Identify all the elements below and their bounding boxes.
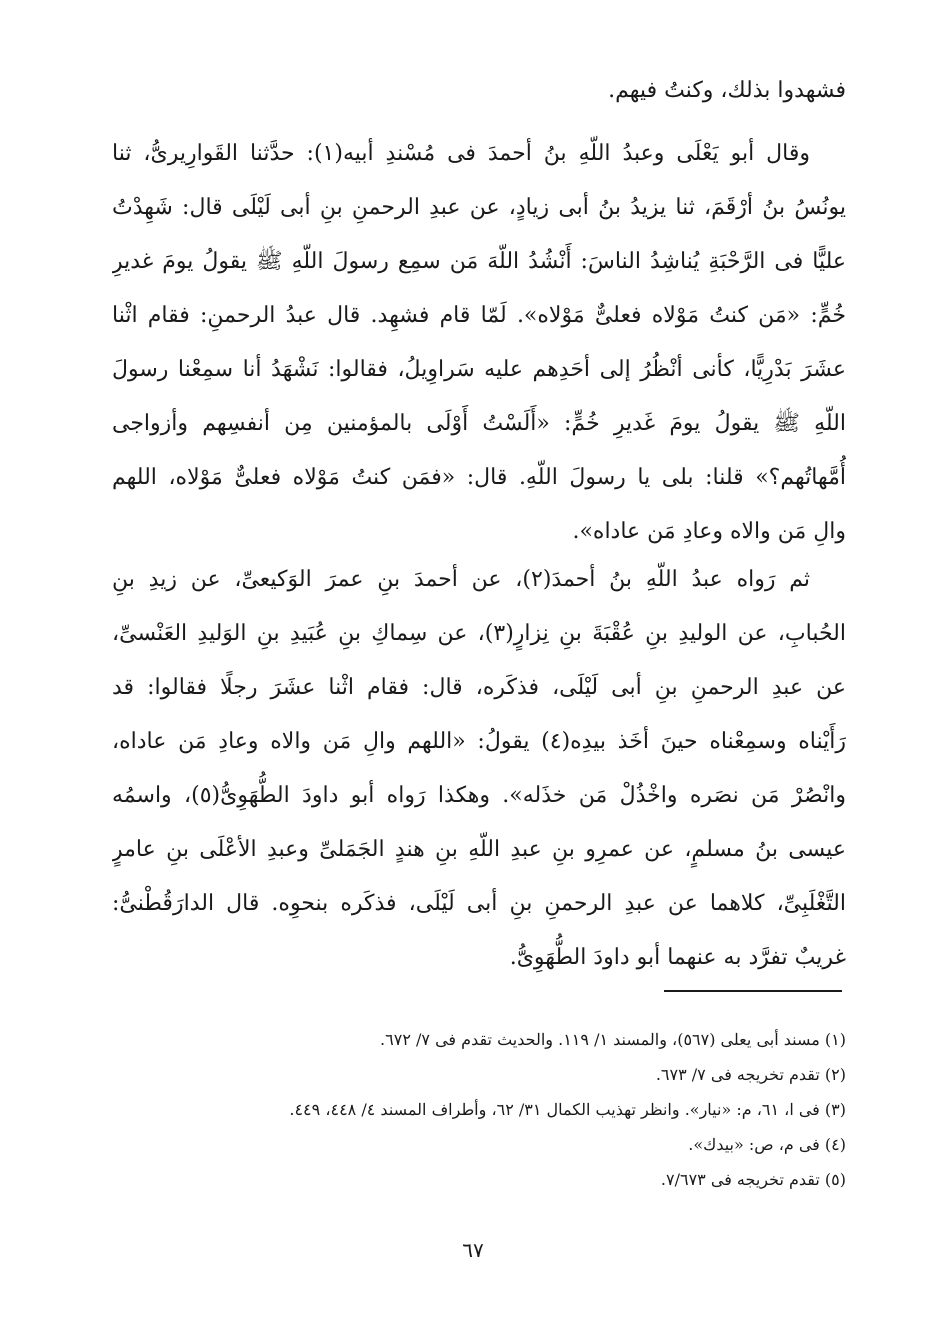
footnote-4: (٤) فى م، ص: «بيدك». (688, 1135, 846, 1154)
text-line: خُمٍّ: «مَن كنتُ مَوْلاه فعلىٌّ مَوْلاه». لَمّا قام فشهِد. قال عبدُ الرحمنِ: فقام اثْنا (112, 303, 846, 328)
text-line: عيسى بنُ مسلمٍ، عن عمرِو بنِ عبدِ اللّهِ بنِ هندٍ الجَمَلىِّ وعبدِ الأعْلَى بنِ عامرٍ (112, 837, 846, 862)
text-line: اللّهِ ﷺ يقولُ يومَ غَديرِ خُمٍّ: «أَلَسْتُ أَوْلَى بالمؤمنين مِن أنفسِهم وأزواجى (112, 411, 846, 436)
text-line: فشهدوا بذلك، وكنتُ فيهم. (608, 78, 846, 103)
footnote-3: (٣) فى ا، ٦١، م: «نيار». وانظر تهذيب الكمال ٣١/ ٦٢، وأطراف المسند ٤/ ٤٤٨، ٤٤٩. (289, 1100, 846, 1119)
paragraph-opening (112, 64, 846, 118)
page-number: ٦٧ (462, 1238, 484, 1262)
text-line: الحُبابِ، عن الوليدِ بنِ عُقْبَةَ بنِ نِزارٍ(٣)، عن سِماكِ بنِ عُبَيدِ بنِ الوَليدِ العَنْسىِّ، (112, 621, 846, 646)
text-line: ثم رَواه عبدُ اللّهِ بنُ أحمدَ(٢)، عن أحمدَ بنِ عمرَ الوَكيعىِّ، عن زيدِ بنِ (112, 567, 811, 592)
footnote-1: (١) مسند أبى يعلى (٥٦٧)، والمسند ١/ ١١٩. والحديث تقدم فى ٧/ ٦٧٢. (380, 1030, 846, 1049)
text-line: عليًّا فى الرَّحْبَةِ يُناشِدُ الناسَ: أَنْشُدُ اللّهَ مَن سمِع رسولَ اللّهِ ﷺ يقولُ يومَ غديرِ (112, 249, 846, 274)
text-line: عن عبدِ الرحمنِ بنِ أبى لَيْلَى، فذكَره، قال: فقام اثْنا عشَرَ رجلًا فقالوا: قد (112, 675, 846, 700)
paragraph-abu-yala-narration (112, 127, 846, 559)
text-line: وقال أبو يَعْلَى وعبدُ اللّهِ بنُ أحمدَ فى مُسْندِ أبيه(١): حدَّثنا القَوارِيرىُّ، ثنا (112, 141, 810, 166)
paragraph-abdullah-narration (112, 553, 846, 985)
footnote-separator (664, 990, 842, 992)
footnotes (200, 1022, 846, 1197)
text-line: أُمَّهاتُهم؟» قلنا: بلى يا رسولَ اللّهِ. قال: «فمَن كنتُ مَوْلاه فعلىٌّ مَوْلاه، اللهم (112, 465, 846, 490)
text-line: عشَرَ بَدْرِيًّا، كأنى أنْظُرُ إلى أحَدِهم عليه سَراوِيلُ، فقالوا: نَشْهَدُ أنا سمِعْنا رسولَ (112, 357, 846, 382)
text-line: وانْصُرْ مَن نصَره واخْذُلْ مَن خذَله». وهكذا رَواه أبو داودَ الطُّهَوِىُّ(٥)، واسمُه (112, 783, 846, 808)
text-line: التَّغْلَبِىِّ، كلاهما عن عبدِ الرحمنِ بنِ أبى لَيْلَى، فذكَره بنحوِه. قال الدارَقُطْنىُّ: (112, 891, 846, 916)
footnote-5: (٥) تقدم تخريجه فى ٧/٦٧٣. (660, 1170, 846, 1189)
text-line: رَأَيْناه وسمِعْناه حينَ أخَذ بيدِه(٤) يقولُ: «اللهم والِ مَن والاه وعادِ مَن عاداه، (112, 729, 846, 754)
footnote-2: (٢) تقدم تخريجه فى ٧/ ٦٧٣. (655, 1065, 846, 1084)
text-line: يونُسُ بنُ أرْقَمَ، ثنا يزيدُ بنُ أبى زيادٍ، عن عبدِ الرحمنِ بنِ أبى لَيْلَى قال: شَهِدْتُ (112, 195, 846, 220)
text-line: والِ مَن والاه وعادِ مَن عاداه». (572, 519, 846, 544)
text-line: غريبٌ تفرَّد به عنهما أبو داودَ الطُّهَوِىُّ. (509, 945, 846, 970)
